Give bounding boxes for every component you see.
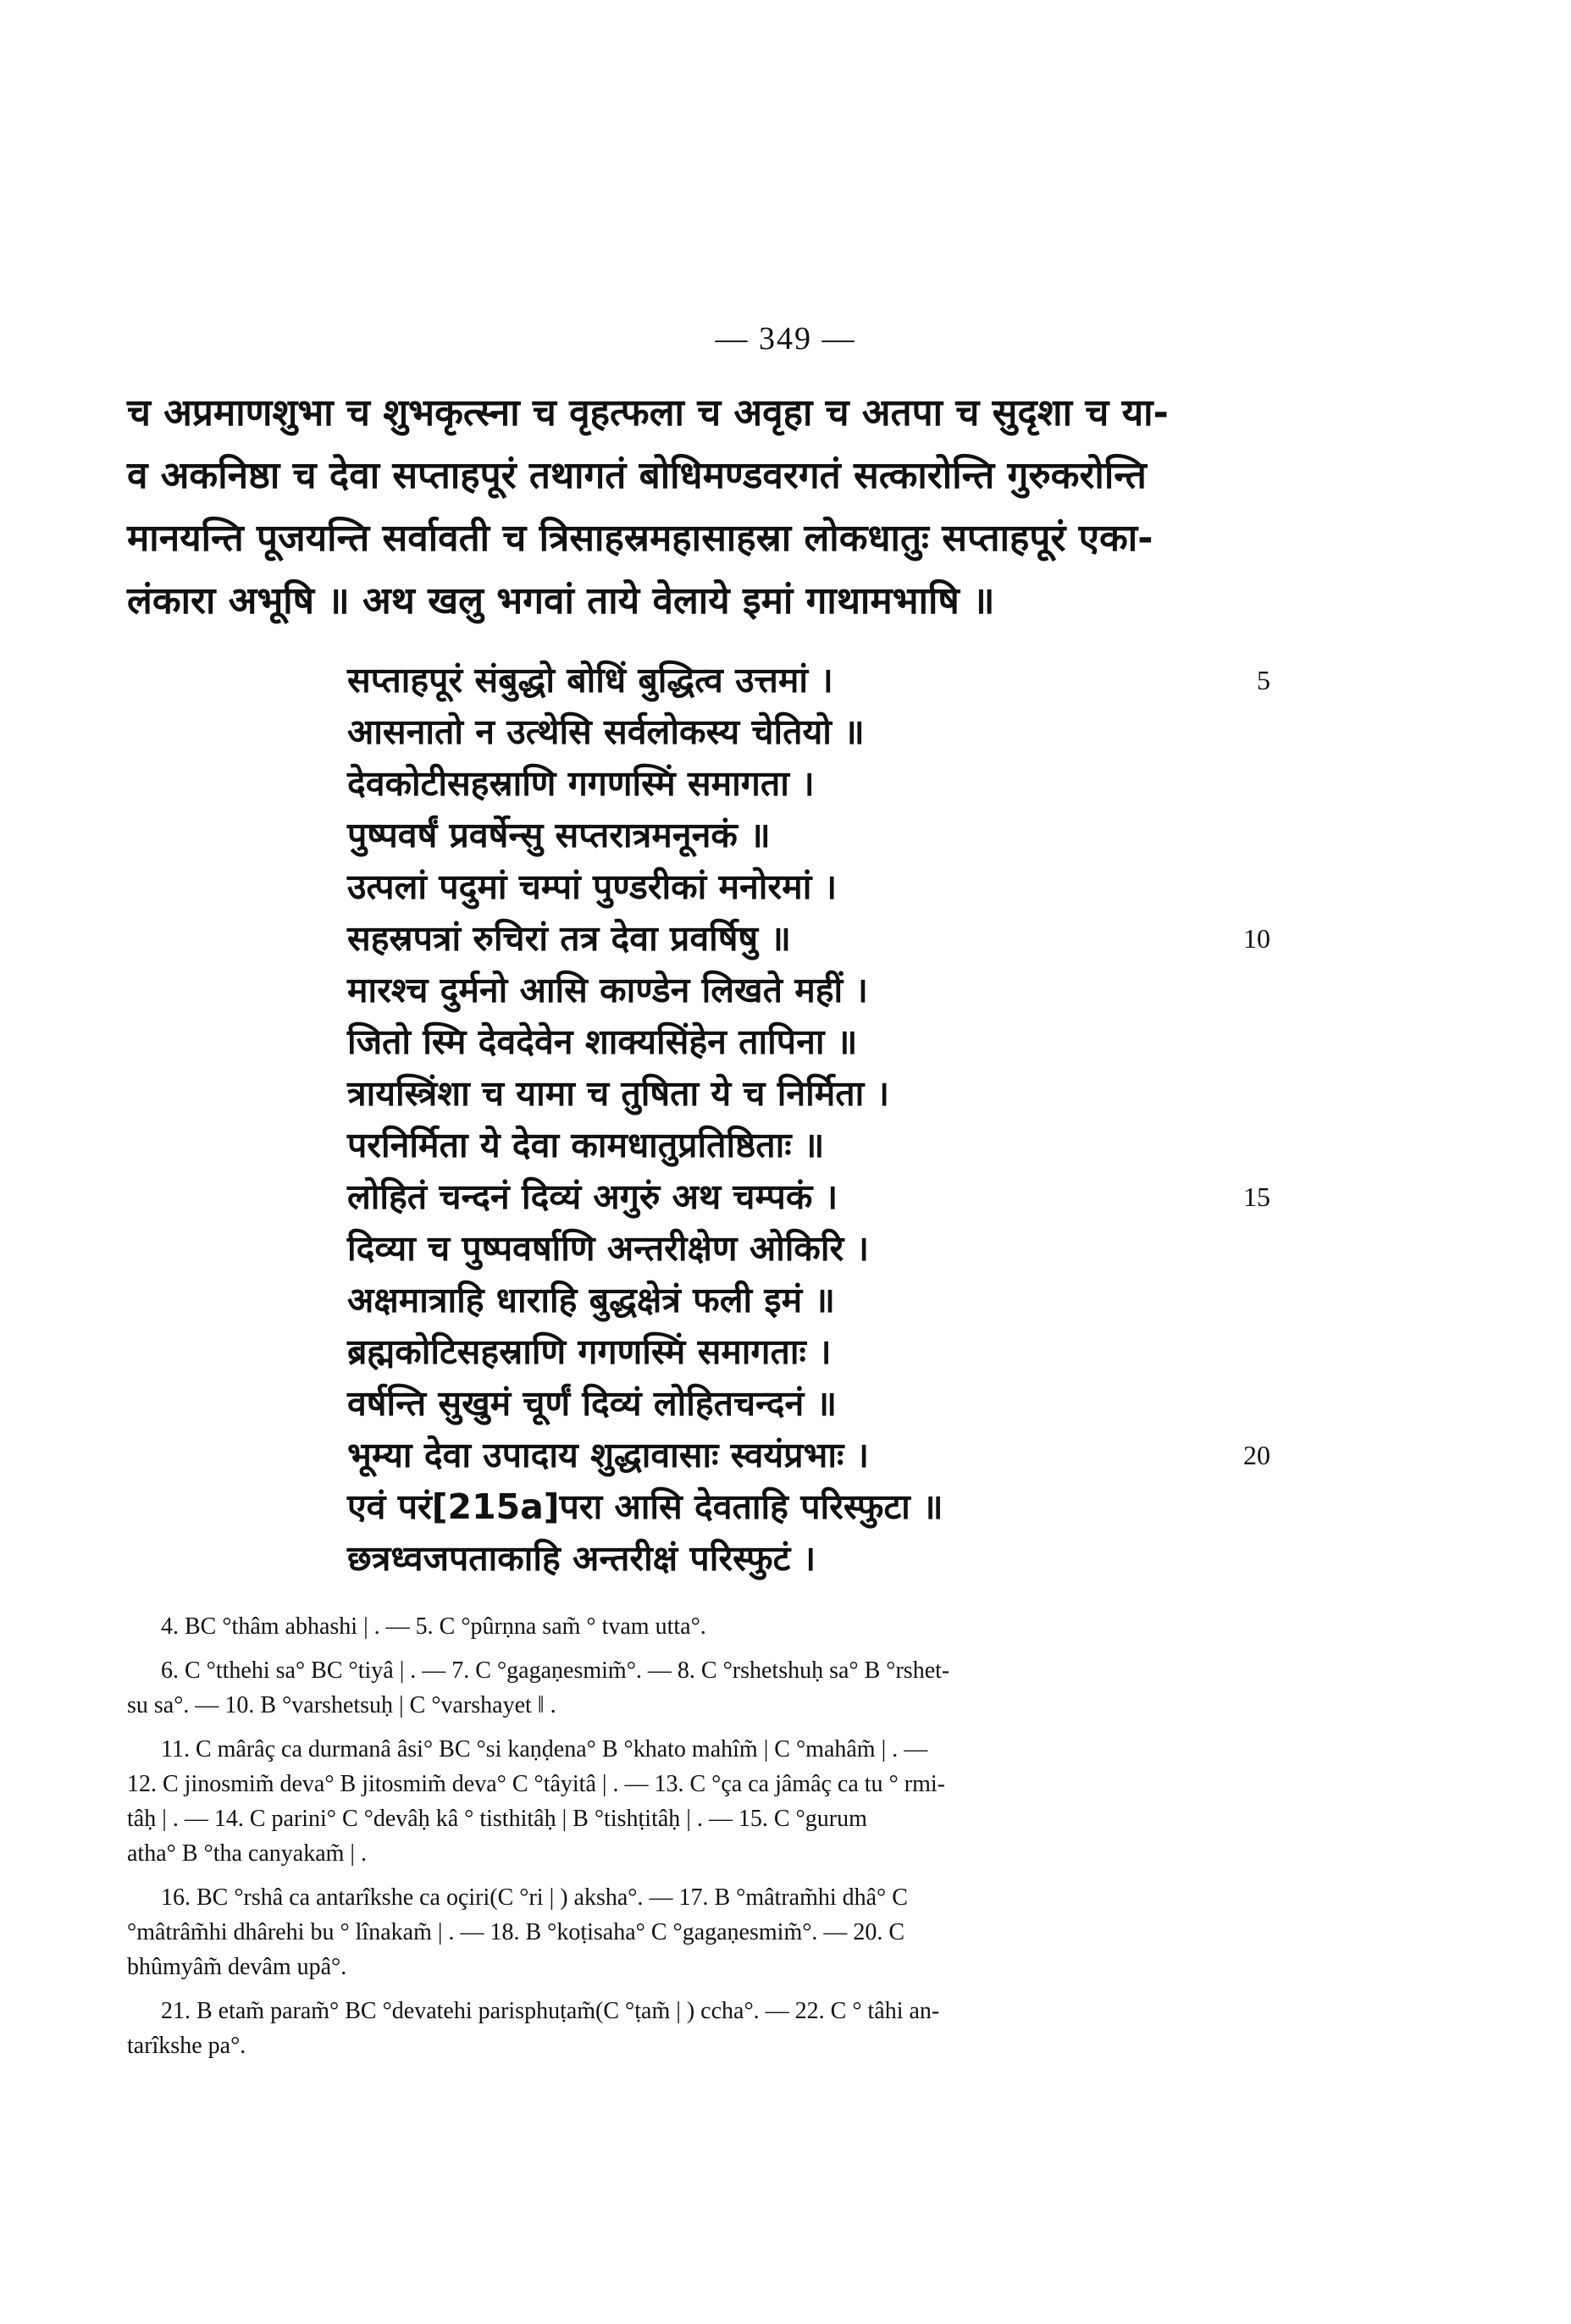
footnote-line: tâḥ | . — 14. C parini° C °devâḥ kâ ° tisthitâḥ | B °tishṭitâḥ | . — 15. C °gurum [127, 1806, 867, 1832]
footnote-line: su sa°. — 10. B °varshetsuḥ | C °varshayet ‖ . [127, 1692, 556, 1718]
verse-line: त्रायस्त्रिंशा च यामा च तुषिता ये च निर्मिता । [347, 1073, 890, 1114]
footnote-line: 16. BC °rshâ ca antarîkshe ca oçiri(C °ri | ) aksha°. — 17. B °mâtram̃hi dhâ° C [161, 1884, 908, 1911]
verse-line: सहस्रपत्रां रुचिरां तत्र देवा प्रवर्षिषु ॥ [347, 918, 791, 959]
line-number: 5 [1257, 665, 1270, 695]
prose-line: च अप्रमाणशुभा च शुभकृत्स्ना च वृहत्फला च अवृहा च अतपा च सुदृशा च या- [127, 391, 1169, 434]
verse-line: देवकोटीसहस्राणि गगणस्मिं समागता । [347, 763, 815, 804]
line-number: 20 [1243, 1440, 1270, 1470]
footnote-line: 21. B etam̃ param̃° BC °devatehi parisphuṭam̃(C °ṭam̃ | ) ccha°. — 22. C ° tâhi an- [161, 1998, 940, 2024]
line-number: 15 [1243, 1181, 1270, 1212]
verse-line: छत्रध्वजपताकाहि अन्तरीक्षं परिस्फुटं । [347, 1538, 816, 1579]
footnote-line: 11. C mârâç ca durmanâ âsi° BC °si kaṇḍena° B °khato mahîm̃ | C °mahâm̃ | . — [161, 1736, 928, 1762]
verse-line: लोहितं चन्दनं दिव्यं अगुरुं अथ चम्पकं । [347, 1176, 838, 1217]
prose-line: लंकारा अभूषि ॥ अथ खलु भगवां ताये वेलाये इमां गाथामभाषि ॥ [127, 579, 995, 622]
footnote-line: °mâtrâm̃hi dhârehi bu ° lînakam̃ | . — 18. B °koṭisaha° C °gagaṇesmim̃°. — 20. C [127, 1919, 905, 1945]
footnote-line: atha° B °tha canyakam̃ | . [127, 1840, 368, 1867]
verse-line: वर्षन्ति सुखुमं चूर्णं दिव्यं लोहितचन्दनं ॥ [347, 1383, 838, 1424]
footnote-line: 6. C °tthehi sa° BC °tiyâ | . — 7. C °gagaṇesmim̃°. — 8. C °rshetshuḥ sa° B °rshet- [161, 1657, 950, 1684]
verse-line: एवं परं[215a]परा आसि देवताहि परिस्फुटा ॥ [347, 1486, 943, 1527]
prose-line: व अकनिष्ठा च देवा सप्ताहपूरं तथागतं बोधिमण्डवरगतं सत्कारोन्ति गुरुकरोन्ति [127, 454, 1147, 497]
footnote-line: 12. C jinosmim̃ deva° B jitosmim̃ deva° C °tâyitâ | . — 13. C °ça ca jâmâç ca tu ° rmi- [127, 1771, 945, 1797]
verse-line: ब्रह्मकोटिसहस्राणि गगणस्मिं समागताः । [347, 1331, 832, 1372]
verse-line: दिव्या च पुष्पवर्षाणि अन्तरीक्षेण ओकिरि । [347, 1228, 870, 1269]
verse-line: उत्पलां पदुमां चम्पां पुण्डरीकां मनोरमां । [347, 866, 838, 907]
verse-line: सप्ताहपूरं संबुद्धो बोधिं बुद्धित्व उत्तमां । [347, 660, 833, 700]
page-number: — 349 — [715, 321, 856, 357]
verse-line: अक्षमात्राहि धाराहि बुद्धक्षेत्रं फली इमं ॥ [347, 1280, 835, 1320]
footnote-line: tarîkshe pa°. [127, 2033, 246, 2059]
line-number: 10 [1243, 923, 1270, 954]
footnote-line: 4. BC °thâm abhashi | . — 5. C °pûrṇna sam̃ ° tvam utta°. [161, 1613, 706, 1640]
verse-line: आसनातो न उत्थेसि सर्वलोकस्य चेतियो ॥ [347, 711, 865, 752]
verse-line: भूम्या देवा उपादाय शुद्धावासाः स्वयंप्रभाः । [347, 1435, 870, 1475]
footnote-line: bhûmyâm̃ devâm upâ°. [127, 1954, 347, 1980]
prose-line: मानयन्ति पूजयन्ति सर्वावती च त्रिसाहस्रमहासाहस्रा लोकधातुः सप्ताहपूरं एका- [127, 517, 1153, 560]
verse-line: जितो स्मि देवदेवेन शाक्यसिंहेन तापिना ॥ [347, 1021, 858, 1062]
verse-line: परनिर्मिता ये देवा कामधातुप्रतिष्ठिताः ॥ [347, 1125, 825, 1165]
verse-line: पुष्पवर्षं प्रवर्षेन्सु सप्तरात्रमनूनकं ॥ [347, 815, 771, 855]
verse-line: मारश्च दुर्मनो आसि काण्डेन लिखते महीं । [347, 970, 868, 1010]
